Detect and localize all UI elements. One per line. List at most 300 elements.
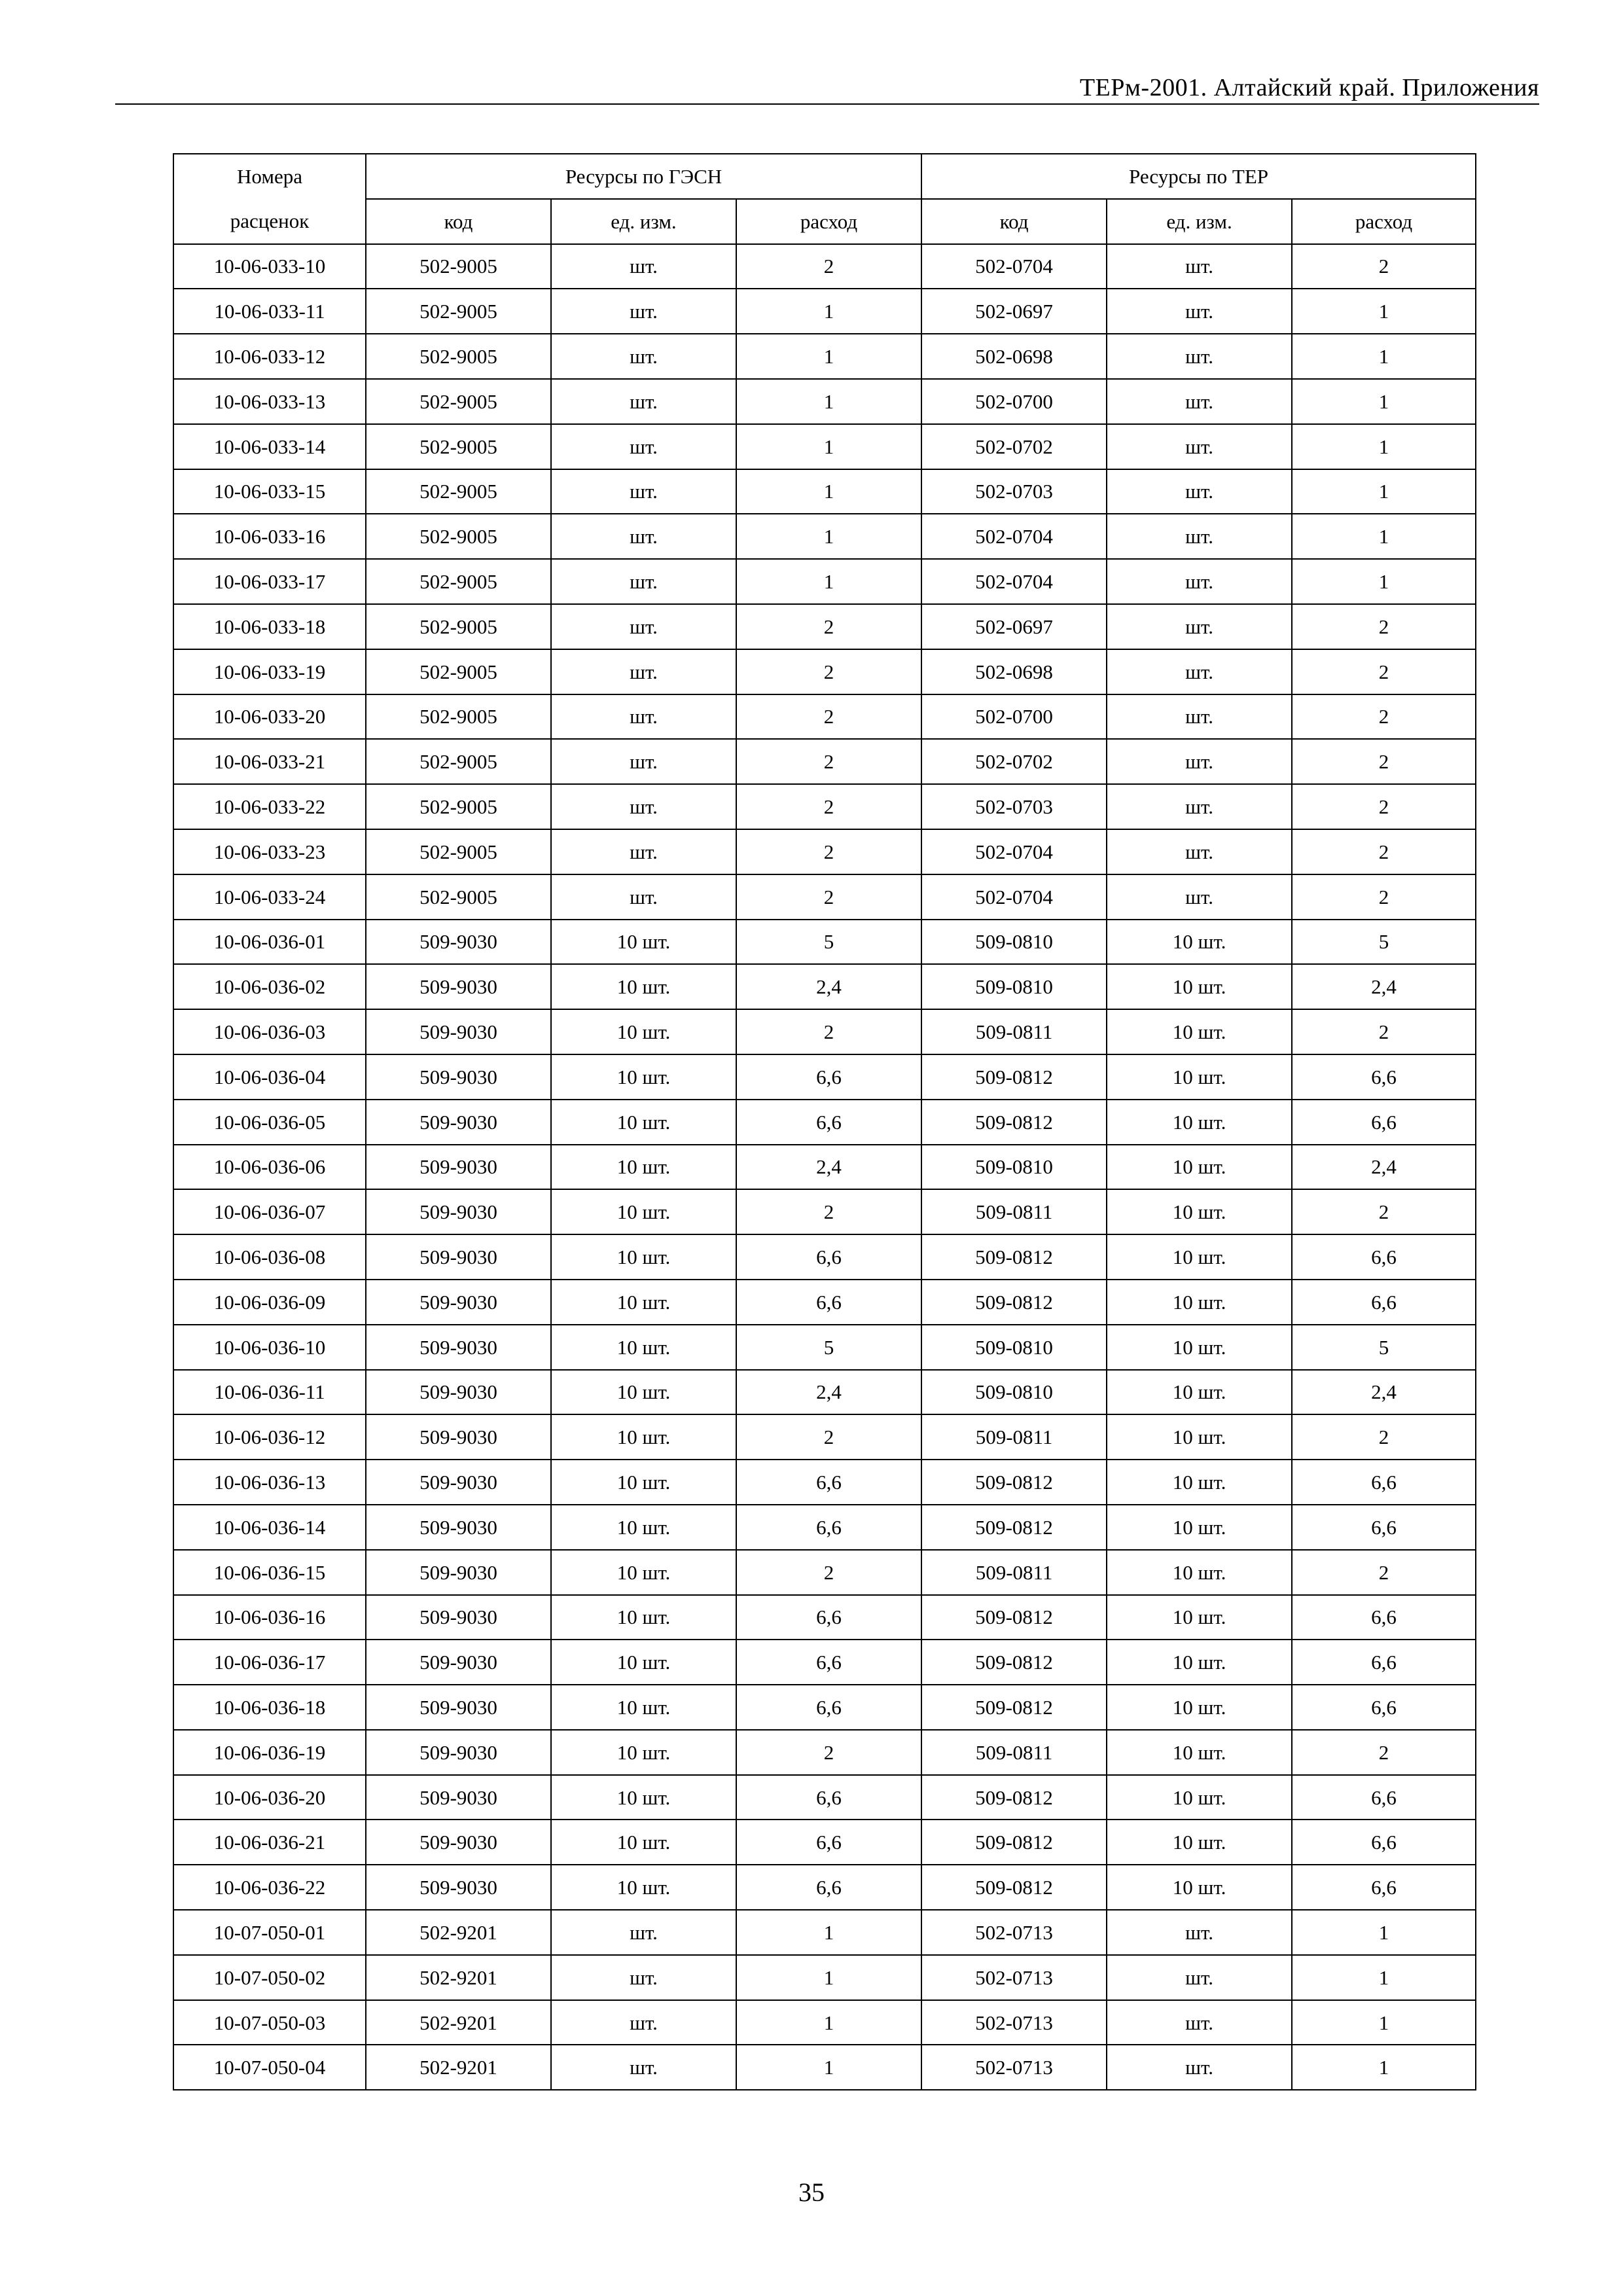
ter-qty-cell: 6,6	[1292, 1685, 1476, 1730]
ter-qty-cell: 1	[1292, 559, 1476, 604]
ter-qty-cell: 5	[1292, 1325, 1476, 1370]
gesn-code-cell: 509-9030	[366, 1685, 551, 1730]
gesn-code-cell: 509-9030	[366, 1775, 551, 1820]
ter-code-header: код	[921, 199, 1107, 244]
table-row	[173, 1640, 1476, 1685]
gesn-qty-cell: 2,4	[736, 964, 921, 1009]
ter-qty-cell: 1	[1292, 1910, 1476, 1955]
rate-number-cell: 10-06-033-13	[173, 379, 366, 424]
ter-code-cell: 509-0810	[921, 920, 1107, 965]
ter-unit-cell: 10 шт.	[1107, 1685, 1292, 1730]
ter-code-cell: 502-0704	[921, 244, 1107, 289]
ter-code-cell: 509-0811	[921, 1189, 1107, 1234]
gesn-code-cell: 509-9030	[366, 1730, 551, 1775]
gesn-qty-cell: 2	[736, 1189, 921, 1234]
ter-code-cell: 502-0713	[921, 1910, 1107, 1955]
ter-qty-cell: 6,6	[1292, 1640, 1476, 1685]
gesn-code-cell: 509-9030	[366, 1054, 551, 1100]
gesn-code-cell: 502-9201	[366, 2000, 551, 2045]
gesn-qty-header: расход	[736, 199, 921, 244]
rate-number-cell: 10-06-036-16	[173, 1595, 366, 1640]
ter-unit-cell: шт.	[1107, 334, 1292, 379]
gesn-unit-cell: шт.	[551, 874, 736, 920]
gesn-qty-cell: 2	[736, 784, 921, 829]
ter-code-cell: 502-0703	[921, 469, 1107, 514]
table-row	[173, 1234, 1476, 1280]
table-row	[173, 604, 1476, 649]
table-row	[173, 1550, 1476, 1595]
gesn-unit-cell: 10 шт.	[551, 1009, 736, 1054]
ter-code-cell: 509-0812	[921, 1100, 1107, 1145]
gesn-code-cell: 509-9030	[366, 1640, 551, 1685]
gesn-unit-cell: 10 шт.	[551, 1414, 736, 1460]
table-row	[173, 334, 1476, 379]
ter-unit-cell: 10 шт.	[1107, 1370, 1292, 1415]
gesn-code-cell: 509-9030	[366, 1100, 551, 1145]
rate-number-cell: 10-06-033-24	[173, 874, 366, 920]
table-row	[173, 559, 1476, 604]
ter-unit-cell: 10 шт.	[1107, 1325, 1292, 1370]
table-row	[173, 1370, 1476, 1415]
rate-number-cell: 10-06-033-18	[173, 604, 366, 649]
table-row	[173, 1685, 1476, 1730]
ter-unit-cell: 10 шт.	[1107, 1550, 1292, 1595]
ter-qty-cell: 1	[1292, 469, 1476, 514]
gesn-qty-cell: 2,4	[736, 1145, 921, 1190]
ter-code-cell: 502-0713	[921, 2000, 1107, 2045]
gesn-unit-cell: 10 шт.	[551, 920, 736, 965]
ter-code-cell: 509-0810	[921, 1370, 1107, 1415]
ter-qty-cell: 2	[1292, 829, 1476, 874]
ter-qty-cell: 1	[1292, 379, 1476, 424]
ter-unit-cell: 10 шт.	[1107, 1730, 1292, 1775]
gesn-qty-cell: 2,4	[736, 1370, 921, 1415]
ter-code-cell: 502-0700	[921, 379, 1107, 424]
rate-number-cell: 10-06-033-11	[173, 289, 366, 334]
ter-qty-cell: 1	[1292, 2045, 1476, 2090]
ter-qty-cell: 6,6	[1292, 1100, 1476, 1145]
rate-number-cell: 10-06-033-23	[173, 829, 366, 874]
table-header-row-2	[173, 199, 1476, 244]
rate-number-cell: 10-06-036-13	[173, 1460, 366, 1505]
ter-qty-cell: 2	[1292, 1550, 1476, 1595]
ter-unit-cell: шт.	[1107, 784, 1292, 829]
gesn-qty-cell: 1	[736, 424, 921, 469]
ter-code-cell: 509-0810	[921, 1145, 1107, 1190]
gesn-qty-cell: 2	[736, 829, 921, 874]
ter-code-cell: 509-0811	[921, 1550, 1107, 1595]
rate-number-cell: 10-06-036-10	[173, 1325, 366, 1370]
gesn-qty-cell: 6,6	[736, 1820, 921, 1865]
table-row	[173, 379, 1476, 424]
ter-code-cell: 509-0811	[921, 1730, 1107, 1775]
gesn-qty-cell: 2	[736, 1009, 921, 1054]
gesn-code-cell: 509-9030	[366, 1009, 551, 1054]
ter-unit-cell: 10 шт.	[1107, 1820, 1292, 1865]
rate-number-cell: 10-06-036-15	[173, 1550, 366, 1595]
ter-qty-cell: 2	[1292, 1730, 1476, 1775]
gesn-qty-cell: 6,6	[736, 1100, 921, 1145]
table-row	[173, 1460, 1476, 1505]
gesn-qty-cell: 1	[736, 334, 921, 379]
gesn-code-cell: 509-9030	[366, 1234, 551, 1280]
gesn-unit-cell: 10 шт.	[551, 1595, 736, 1640]
rate-number-cell: 10-06-033-14	[173, 424, 366, 469]
ter-code-cell: 502-0698	[921, 649, 1107, 694]
header-divider	[115, 103, 1539, 105]
ter-unit-cell: 10 шт.	[1107, 1189, 1292, 1234]
ter-unit-cell: шт.	[1107, 829, 1292, 874]
gesn-unit-cell: 10 шт.	[551, 1730, 736, 1775]
gesn-unit-cell: шт.	[551, 424, 736, 469]
gesn-qty-cell: 6,6	[736, 1865, 921, 1910]
table-row	[173, 244, 1476, 289]
ter-qty-cell: 6,6	[1292, 1054, 1476, 1100]
ter-unit-cell: 10 шт.	[1107, 1145, 1292, 1190]
ter-code-cell: 509-0812	[921, 1865, 1107, 1910]
ter-unit-cell: шт.	[1107, 739, 1292, 784]
gesn-qty-cell: 1	[736, 379, 921, 424]
rate-number-cell: 10-06-036-03	[173, 1009, 366, 1054]
gesn-unit-cell: 10 шт.	[551, 1054, 736, 1100]
ter-unit-cell: 10 шт.	[1107, 1100, 1292, 1145]
gesn-unit-cell: 10 шт.	[551, 1640, 736, 1685]
ter-qty-cell: 2	[1292, 694, 1476, 740]
gesn-code-cell: 502-9005	[366, 514, 551, 559]
gesn-code-cell: 509-9030	[366, 1145, 551, 1190]
rate-number-cell: 10-06-036-05	[173, 1100, 366, 1145]
gesn-code-cell: 502-9005	[366, 604, 551, 649]
gesn-code-cell: 509-9030	[366, 1865, 551, 1910]
gesn-unit-cell: шт.	[551, 514, 736, 559]
ter-code-cell: 502-0713	[921, 1955, 1107, 2000]
ter-qty-cell: 2	[1292, 874, 1476, 920]
table-row	[173, 2045, 1476, 2090]
ter-unit-cell: шт.	[1107, 2000, 1292, 2045]
gesn-qty-cell: 1	[736, 1955, 921, 2000]
gesn-code-cell: 502-9201	[366, 1955, 551, 2000]
ter-code-cell: 502-0697	[921, 289, 1107, 334]
gesn-unit-cell: 10 шт.	[551, 1865, 736, 1910]
gesn-unit-cell: 10 шт.	[551, 1145, 736, 1190]
ter-qty-cell: 6,6	[1292, 1234, 1476, 1280]
ter-unit-cell: шт.	[1107, 1910, 1292, 1955]
table-row	[173, 424, 1476, 469]
ter-qty-cell: 2	[1292, 649, 1476, 694]
gesn-unit-cell: 10 шт.	[551, 964, 736, 1009]
page-number: 35	[798, 2178, 825, 2207]
gesn-unit-cell: шт.	[551, 784, 736, 829]
rate-number-cell: 10-06-033-21	[173, 739, 366, 784]
rate-number-cell: 10-06-036-07	[173, 1189, 366, 1234]
table-row	[173, 1505, 1476, 1550]
gesn-qty-cell: 2	[736, 244, 921, 289]
gesn-qty-cell: 2	[736, 1414, 921, 1460]
ter-qty-cell: 2	[1292, 1009, 1476, 1054]
gesn-code-cell: 502-9005	[366, 784, 551, 829]
rate-number-cell: 10-06-036-06	[173, 1145, 366, 1190]
gesn-code-cell: 509-9030	[366, 920, 551, 965]
ter-code-cell: 502-0704	[921, 874, 1107, 920]
rate-number-cell: 10-07-050-01	[173, 1910, 366, 1955]
rate-number-cell: 10-06-036-09	[173, 1280, 366, 1325]
ter-unit-cell: 10 шт.	[1107, 920, 1292, 965]
gesn-code-cell: 509-9030	[366, 1414, 551, 1460]
ter-qty-cell: 2	[1292, 244, 1476, 289]
ter-unit-cell: шт.	[1107, 694, 1292, 740]
gesn-code-cell: 502-9005	[366, 829, 551, 874]
gesn-qty-cell: 2	[736, 1730, 921, 1775]
rate-number-cell: 10-06-033-16	[173, 514, 366, 559]
ter-unit-cell: шт.	[1107, 2045, 1292, 2090]
table-row	[173, 1865, 1476, 1910]
table-row	[173, 1730, 1476, 1775]
ter-unit-cell: шт.	[1107, 469, 1292, 514]
gesn-qty-cell: 2	[736, 739, 921, 784]
ter-unit-cell: шт.	[1107, 559, 1292, 604]
gesn-qty-cell: 6,6	[736, 1054, 921, 1100]
rate-number-cell: 10-06-033-15	[173, 469, 366, 514]
gesn-code-cell: 502-9005	[366, 694, 551, 740]
gesn-unit-cell: 10 шт.	[551, 1775, 736, 1820]
gesn-unit-header: ед. изм.	[551, 199, 736, 244]
table-row	[173, 1955, 1476, 2000]
gesn-code-cell: 502-9005	[366, 334, 551, 379]
ter-code-cell: 502-0698	[921, 334, 1107, 379]
gesn-code-cell: 509-9030	[366, 1280, 551, 1325]
gesn-code-cell: 509-9030	[366, 1460, 551, 1505]
gesn-qty-cell: 1	[736, 2045, 921, 2090]
rate-number-cell: 10-06-036-14	[173, 1505, 366, 1550]
rate-number-cell: 10-06-033-17	[173, 559, 366, 604]
ter-qty-cell: 6,6	[1292, 1460, 1476, 1505]
gesn-qty-cell: 1	[736, 559, 921, 604]
table-row	[173, 1145, 1476, 1190]
ter-code-cell: 509-0811	[921, 1414, 1107, 1460]
ter-unit-cell: 10 шт.	[1107, 1595, 1292, 1640]
table-row	[173, 920, 1476, 965]
gesn-qty-cell: 2	[736, 874, 921, 920]
rate-number-cell: 10-06-036-11	[173, 1370, 366, 1415]
gesn-unit-cell: 10 шт.	[551, 1685, 736, 1730]
gesn-group-header: Ресурсы по ГЭСН	[366, 154, 921, 199]
table-row	[173, 514, 1476, 559]
table-row	[173, 1100, 1476, 1145]
gesn-unit-cell: шт.	[551, 1955, 736, 2000]
ter-qty-cell: 2	[1292, 784, 1476, 829]
table-row	[173, 469, 1476, 514]
gesn-code-header: код	[366, 199, 551, 244]
gesn-qty-cell: 2	[736, 1550, 921, 1595]
gesn-code-cell: 502-9005	[366, 739, 551, 784]
rate-number-cell: 10-06-036-17	[173, 1640, 366, 1685]
gesn-unit-cell: шт.	[551, 289, 736, 334]
rate-number-cell: 10-07-050-04	[173, 2045, 366, 2090]
gesn-unit-cell: шт.	[551, 1910, 736, 1955]
gesn-unit-cell: шт.	[551, 559, 736, 604]
rate-number-cell: 10-06-033-10	[173, 244, 366, 289]
table-row	[173, 1280, 1476, 1325]
gesn-qty-cell: 6,6	[736, 1775, 921, 1820]
ter-code-cell: 502-0703	[921, 784, 1107, 829]
ter-code-cell: 502-0702	[921, 424, 1107, 469]
gesn-qty-cell: 2	[736, 604, 921, 649]
gesn-unit-cell: шт.	[551, 334, 736, 379]
rates-column-header-top: Номера	[173, 154, 366, 199]
ter-unit-cell: шт.	[1107, 379, 1292, 424]
gesn-code-cell: 509-9030	[366, 1595, 551, 1640]
ter-qty-cell: 2,4	[1292, 1370, 1476, 1415]
gesn-code-cell: 509-9030	[366, 1370, 551, 1415]
ter-qty-cell: 2	[1292, 739, 1476, 784]
table-row	[173, 1775, 1476, 1820]
rate-number-cell: 10-06-036-22	[173, 1865, 366, 1910]
gesn-code-cell: 502-9005	[366, 874, 551, 920]
ter-qty-cell: 6,6	[1292, 1820, 1476, 1865]
ter-code-cell: 502-0702	[921, 739, 1107, 784]
ter-code-cell: 509-0812	[921, 1820, 1107, 1865]
table-row	[173, 649, 1476, 694]
ter-unit-cell: 10 шт.	[1107, 1460, 1292, 1505]
ter-code-cell: 502-0697	[921, 604, 1107, 649]
ter-qty-cell: 6,6	[1292, 1280, 1476, 1325]
rate-number-cell: 10-06-036-21	[173, 1820, 366, 1865]
ter-unit-cell: 10 шт.	[1107, 1234, 1292, 1280]
ter-code-cell: 509-0810	[921, 964, 1107, 1009]
ter-code-cell: 502-0704	[921, 829, 1107, 874]
ter-code-cell: 502-0700	[921, 694, 1107, 740]
ter-unit-cell: 10 шт.	[1107, 1414, 1292, 1460]
table-row	[173, 784, 1476, 829]
ter-qty-cell: 6,6	[1292, 1595, 1476, 1640]
ter-code-cell: 502-0704	[921, 514, 1107, 559]
gesn-code-cell: 502-9005	[366, 559, 551, 604]
gesn-code-cell: 502-9005	[366, 469, 551, 514]
gesn-qty-cell: 1	[736, 1910, 921, 1955]
gesn-code-cell: 502-9005	[366, 379, 551, 424]
gesn-qty-cell: 6,6	[736, 1280, 921, 1325]
ter-code-cell: 509-0812	[921, 1234, 1107, 1280]
table-row	[173, 874, 1476, 920]
rate-number-cell: 10-07-050-03	[173, 2000, 366, 2045]
rate-number-cell: 10-06-036-01	[173, 920, 366, 965]
rate-number-cell: 10-06-033-19	[173, 649, 366, 694]
rate-number-cell: 10-06-033-20	[173, 694, 366, 740]
gesn-unit-cell: шт.	[551, 244, 736, 289]
rate-number-cell: 10-07-050-02	[173, 1955, 366, 2000]
ter-code-cell: 509-0812	[921, 1775, 1107, 1820]
ter-qty-cell: 1	[1292, 514, 1476, 559]
gesn-qty-cell: 6,6	[736, 1460, 921, 1505]
table-row	[173, 829, 1476, 874]
gesn-code-cell: 502-9005	[366, 649, 551, 694]
ter-qty-cell: 1	[1292, 1955, 1476, 2000]
gesn-code-cell: 509-9030	[366, 1505, 551, 1550]
ter-qty-cell: 2	[1292, 604, 1476, 649]
table-row	[173, 964, 1476, 1009]
gesn-code-cell: 502-9005	[366, 289, 551, 334]
ter-code-cell: 509-0812	[921, 1595, 1107, 1640]
gesn-unit-cell: 10 шт.	[551, 1505, 736, 1550]
ter-qty-cell: 6,6	[1292, 1775, 1476, 1820]
gesn-unit-cell: шт.	[551, 694, 736, 740]
rate-number-cell: 10-06-036-18	[173, 1685, 366, 1730]
table-row	[173, 1595, 1476, 1640]
ter-code-cell: 509-0811	[921, 1009, 1107, 1054]
ter-code-cell: 509-0812	[921, 1054, 1107, 1100]
ter-unit-cell: 10 шт.	[1107, 1009, 1292, 1054]
ter-code-cell: 509-0812	[921, 1280, 1107, 1325]
rates-column-header-bottom: расценок	[173, 199, 366, 244]
ter-code-cell: 502-0713	[921, 2045, 1107, 2090]
ter-code-cell: 509-0810	[921, 1325, 1107, 1370]
document-header-title: ТЕРм-2001. Алтайский край. Приложения	[1079, 74, 1539, 101]
table-row	[173, 1189, 1476, 1234]
gesn-unit-cell: шт.	[551, 469, 736, 514]
ter-code-cell: 502-0704	[921, 559, 1107, 604]
rate-number-cell: 10-06-036-19	[173, 1730, 366, 1775]
gesn-code-cell: 509-9030	[366, 964, 551, 1009]
gesn-unit-cell: 10 шт.	[551, 1820, 736, 1865]
table-header-row-1	[173, 154, 1476, 199]
gesn-unit-cell: шт.	[551, 649, 736, 694]
gesn-qty-cell: 1	[736, 514, 921, 559]
gesn-qty-cell: 5	[736, 920, 921, 965]
ter-group-header: Ресурсы по ТЕР	[921, 154, 1476, 199]
gesn-qty-cell: 6,6	[736, 1640, 921, 1685]
gesn-qty-cell: 5	[736, 1325, 921, 1370]
ter-code-cell: 509-0812	[921, 1685, 1107, 1730]
table-row	[173, 694, 1476, 740]
table-row	[173, 1054, 1476, 1100]
gesn-unit-cell: 10 шт.	[551, 1325, 736, 1370]
gesn-qty-cell: 6,6	[736, 1234, 921, 1280]
gesn-unit-cell: шт.	[551, 604, 736, 649]
table-row	[173, 289, 1476, 334]
ter-unit-cell: 10 шт.	[1107, 1640, 1292, 1685]
gesn-unit-cell: шт.	[551, 2000, 736, 2045]
ter-unit-cell: шт.	[1107, 649, 1292, 694]
gesn-code-cell: 502-9005	[366, 424, 551, 469]
ter-qty-cell: 2	[1292, 1414, 1476, 1460]
gesn-qty-cell: 2	[736, 694, 921, 740]
gesn-qty-cell: 1	[736, 2000, 921, 2045]
gesn-qty-cell: 6,6	[736, 1595, 921, 1640]
table-row	[173, 1820, 1476, 1865]
rate-number-cell: 10-06-036-12	[173, 1414, 366, 1460]
table-row	[173, 2000, 1476, 2045]
gesn-qty-cell: 1	[736, 289, 921, 334]
gesn-unit-cell: 10 шт.	[551, 1550, 736, 1595]
ter-unit-cell: 10 шт.	[1107, 1054, 1292, 1100]
gesn-qty-cell: 6,6	[736, 1505, 921, 1550]
table-row	[173, 1325, 1476, 1370]
gesn-code-cell: 509-9030	[366, 1550, 551, 1595]
gesn-unit-cell: 10 шт.	[551, 1370, 736, 1415]
ter-unit-cell: шт.	[1107, 514, 1292, 559]
gesn-unit-cell: шт.	[551, 739, 736, 784]
gesn-unit-cell: 10 шт.	[551, 1100, 736, 1145]
ter-code-cell: 509-0812	[921, 1460, 1107, 1505]
gesn-code-cell: 509-9030	[366, 1820, 551, 1865]
gesn-code-cell: 502-9201	[366, 1910, 551, 1955]
gesn-code-cell: 509-9030	[366, 1189, 551, 1234]
ter-qty-cell: 2	[1292, 1189, 1476, 1234]
gesn-qty-cell: 2	[736, 649, 921, 694]
ter-code-cell: 509-0812	[921, 1640, 1107, 1685]
ter-qty-cell: 6,6	[1292, 1865, 1476, 1910]
ter-unit-cell: 10 шт.	[1107, 1865, 1292, 1910]
